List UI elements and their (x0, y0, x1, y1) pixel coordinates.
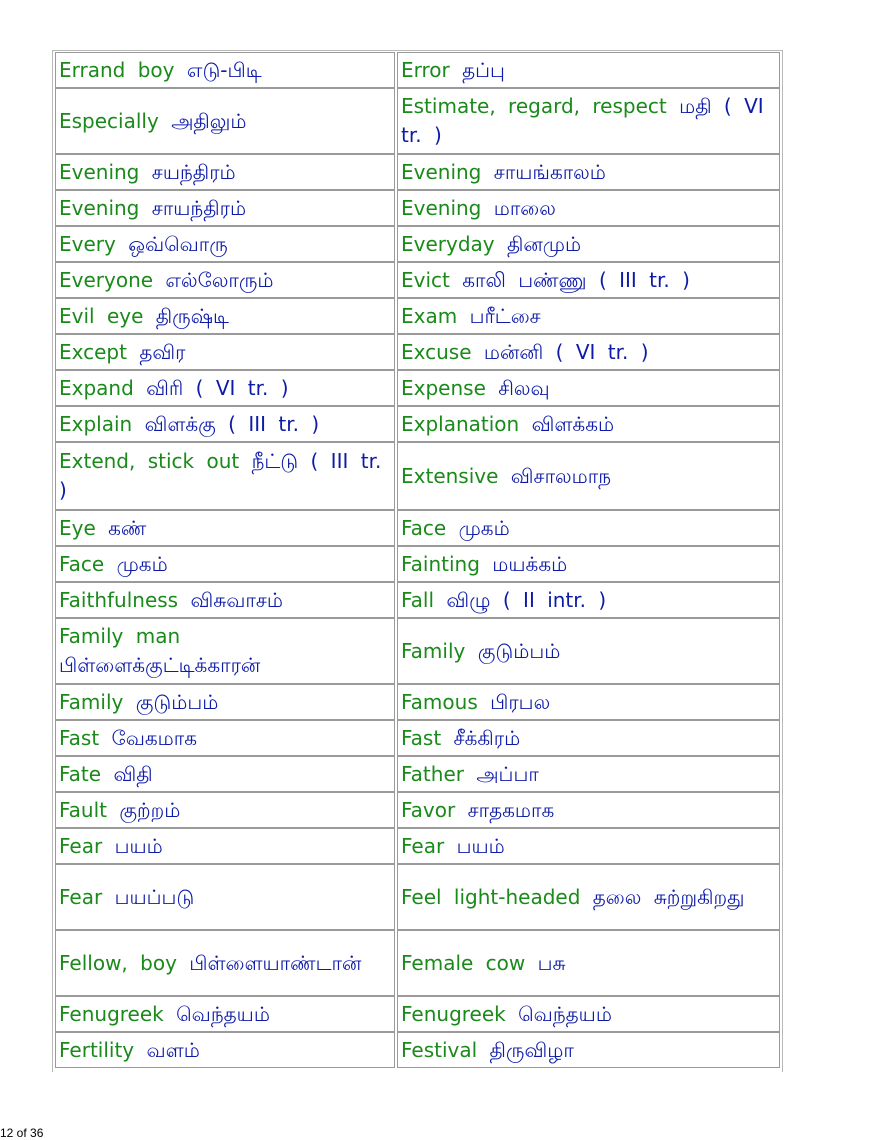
english-word: Eye (59, 515, 96, 540)
tamil-translation: விரி ( VI tr. ) (146, 375, 289, 400)
table-row (53, 190, 782, 226)
table-row (53, 154, 782, 190)
tamil-translation: சயந்திரம் (151, 159, 236, 184)
right-entry-cell (397, 792, 780, 828)
tamil-translation: எல்லோரும் (165, 267, 274, 292)
english-word: Explain (59, 411, 133, 436)
english-word: Feel light-headed (401, 884, 581, 909)
left-entry-cell (55, 334, 395, 370)
tamil-translation: வேகமாக (111, 725, 198, 750)
english-word: Excuse (401, 339, 472, 364)
right-entry-cell (397, 370, 780, 406)
left-entry-cell (55, 684, 395, 720)
tamil-translation: தப்பு (462, 57, 505, 82)
right-entry-cell (397, 756, 780, 792)
tamil-translation: பசு (537, 950, 566, 975)
left-entry-cell (55, 510, 395, 546)
tamil-translation: பிள்ளைக்குட்டிக்காரன் (59, 653, 261, 677)
tamil-translation: சாதகமாக (467, 797, 555, 822)
left-entry-cell (55, 406, 395, 442)
tamil-translation: காலி பண்ணு ( III tr. ) (462, 267, 690, 292)
tamil-translation: குற்றம் (119, 797, 181, 822)
english-word: Fenugreek (401, 1001, 506, 1026)
english-word: Extend, stick out (59, 449, 240, 473)
table-row (53, 370, 782, 406)
tamil-translation: நீட்டு ( III tr. ) (59, 449, 382, 502)
english-word: Favor (401, 797, 456, 822)
right-entry-cell (397, 582, 780, 618)
tamil-translation: பிரபல (490, 689, 551, 714)
right-entry-cell (397, 720, 780, 756)
english-word: Fainting (401, 551, 480, 576)
left-entry-cell (55, 190, 395, 226)
tamil-translation: அப்பா (476, 761, 539, 786)
english-word: Explanation (401, 411, 520, 436)
english-word: Evening (59, 159, 140, 184)
english-word: Festival (401, 1037, 478, 1062)
tamil-translation: அதிலும் (171, 108, 247, 133)
left-entry-cell (55, 930, 395, 996)
tamil-translation: சாயந்திரம் (151, 195, 247, 220)
right-entry-cell (397, 1032, 780, 1068)
table-row (53, 684, 782, 720)
english-word: Faithfulness (59, 587, 179, 612)
table-row (53, 510, 782, 546)
left-entry-cell (55, 88, 395, 154)
left-entry-cell (55, 828, 395, 864)
english-word: Evict (401, 267, 450, 292)
table-row (53, 792, 782, 828)
tamil-translation: வெந்தயம் (176, 1001, 270, 1026)
table-row (53, 52, 782, 88)
page-number: 12 of 36 (0, 1126, 44, 1140)
right-entry-cell (397, 684, 780, 720)
tamil-translation: கண் (108, 515, 147, 540)
left-entry-cell (55, 864, 395, 930)
table-row (53, 334, 782, 370)
tamil-translation: பரீட்சை (469, 303, 541, 328)
english-word: Family (59, 689, 124, 714)
tamil-translation: தவிர (139, 339, 186, 364)
right-entry-cell (397, 546, 780, 582)
english-word: Fault (59, 797, 107, 822)
english-word: Fear (401, 833, 445, 858)
english-word: Except (59, 339, 127, 364)
tamil-translation: சாயங்காலம் (493, 159, 606, 184)
table-row (53, 442, 782, 510)
tamil-translation: சீக்கிரம் (453, 725, 521, 750)
tamil-translation: குடும்பம் (477, 638, 561, 663)
left-entry-cell (55, 546, 395, 582)
table-row (53, 546, 782, 582)
table-row (53, 756, 782, 792)
english-word: Evening (401, 195, 482, 220)
english-word: Fall (401, 587, 435, 612)
english-word: Everyday (401, 231, 495, 256)
tamil-translation: விளக்கம் (531, 411, 615, 436)
left-entry-cell (55, 52, 395, 88)
table-row (53, 864, 782, 930)
tamil-translation: பயம் (114, 833, 163, 858)
right-entry-cell (397, 88, 780, 154)
table-row (53, 618, 782, 684)
english-word: Fate (59, 761, 102, 786)
left-entry-cell (55, 154, 395, 190)
tamil-translation: திருஷ்டி (155, 303, 229, 328)
english-word: Fast (401, 725, 442, 750)
left-entry-cell (55, 582, 395, 618)
left-entry-cell (55, 756, 395, 792)
right-entry-cell (397, 510, 780, 546)
english-word: Father (401, 761, 464, 786)
tamil-translation: விசுவாசம் (190, 587, 284, 612)
tamil-translation: ஒவ்வொரு (128, 231, 228, 256)
english-word: Every (59, 231, 116, 256)
english-word: Fear (59, 833, 103, 858)
tamil-translation: முகம் (458, 515, 510, 540)
english-word: Evening (401, 159, 482, 184)
english-word: Evil eye (59, 303, 144, 328)
right-entry-cell (397, 618, 780, 684)
left-entry-cell (55, 442, 395, 510)
tamil-translation: விதி (113, 761, 153, 786)
table-row (53, 930, 782, 996)
tamil-translation: வளம் (146, 1037, 200, 1062)
english-word: Error (401, 57, 450, 82)
english-word: Famous (401, 689, 478, 714)
right-entry-cell (397, 996, 780, 1032)
english-word: Expand (59, 375, 134, 400)
left-entry-cell (55, 792, 395, 828)
tamil-translation: மயக்கம் (492, 551, 568, 576)
table-row (53, 996, 782, 1032)
tamil-translation: முகம் (116, 551, 168, 576)
english-word: Especially (59, 108, 159, 133)
right-entry-cell (397, 298, 780, 334)
english-word: Face (401, 515, 447, 540)
table-row (53, 828, 782, 864)
tamil-translation: திருவிழா (489, 1037, 574, 1062)
english-word: Exam (401, 303, 458, 328)
english-word: Fertility (59, 1037, 135, 1062)
table-row (53, 720, 782, 756)
tamil-translation: மாலை (493, 195, 556, 220)
english-word: Fear (59, 884, 103, 909)
left-entry-cell (55, 262, 395, 298)
english-word: Female cow (401, 950, 526, 975)
left-entry-cell (55, 298, 395, 334)
tamil-translation: தலை சுற்றுகிறது (592, 884, 745, 909)
english-word: Errand boy (59, 57, 175, 82)
english-word: Extensive (401, 463, 499, 488)
tamil-translation: தினமும் (506, 231, 582, 256)
tamil-translation: குடும்பம் (135, 689, 219, 714)
right-entry-cell (397, 828, 780, 864)
english-word: Family man (59, 624, 181, 648)
table-row (53, 226, 782, 262)
left-entry-cell (55, 618, 395, 684)
tamil-translation: பயம் (456, 833, 505, 858)
right-entry-cell (397, 262, 780, 298)
left-entry-cell (55, 370, 395, 406)
english-word: Face (59, 551, 105, 576)
tamil-translation: மன்னி ( VI tr. ) (483, 339, 649, 364)
english-word: Family (401, 638, 466, 663)
left-entry-cell (55, 996, 395, 1032)
right-entry-cell (397, 406, 780, 442)
left-entry-cell (55, 1032, 395, 1068)
right-entry-cell (397, 226, 780, 262)
tamil-translation: பயப்படு (114, 884, 195, 909)
left-entry-cell (55, 720, 395, 756)
table-row (53, 582, 782, 618)
right-entry-cell (397, 52, 780, 88)
tamil-translation: பிள்ளையாண்டான் (189, 950, 362, 975)
tamil-translation: விசாலமாந (510, 463, 612, 488)
english-word: Fenugreek (59, 1001, 164, 1026)
table-row (53, 1032, 782, 1068)
english-word: Fast (59, 725, 100, 750)
right-entry-cell (397, 864, 780, 930)
table-row (53, 88, 782, 154)
english-word: Estimate, regard, respect (401, 94, 667, 118)
table-row (53, 262, 782, 298)
tamil-translation: மதி ( VI tr. ) (401, 94, 764, 147)
english-word: Evening (59, 195, 140, 220)
right-entry-cell (397, 154, 780, 190)
tamil-translation: விளக்கு ( III tr. ) (144, 411, 320, 436)
right-entry-cell (397, 190, 780, 226)
left-entry-cell (55, 226, 395, 262)
right-entry-cell (397, 442, 780, 510)
tamil-translation: வெந்தயம் (518, 1001, 612, 1026)
tamil-translation: எடு-பிடி (186, 57, 262, 82)
english-word: Fellow, boy (59, 950, 177, 975)
right-entry-cell (397, 930, 780, 996)
right-entry-cell (397, 334, 780, 370)
table-row (53, 298, 782, 334)
english-word: Everyone (59, 267, 154, 292)
english-word: Expense (401, 375, 486, 400)
tamil-translation: சிலவு (498, 375, 550, 400)
tamil-translation: விழு ( II intr. ) (446, 587, 607, 612)
table-row (53, 406, 782, 442)
vocabulary-table (52, 50, 783, 1072)
